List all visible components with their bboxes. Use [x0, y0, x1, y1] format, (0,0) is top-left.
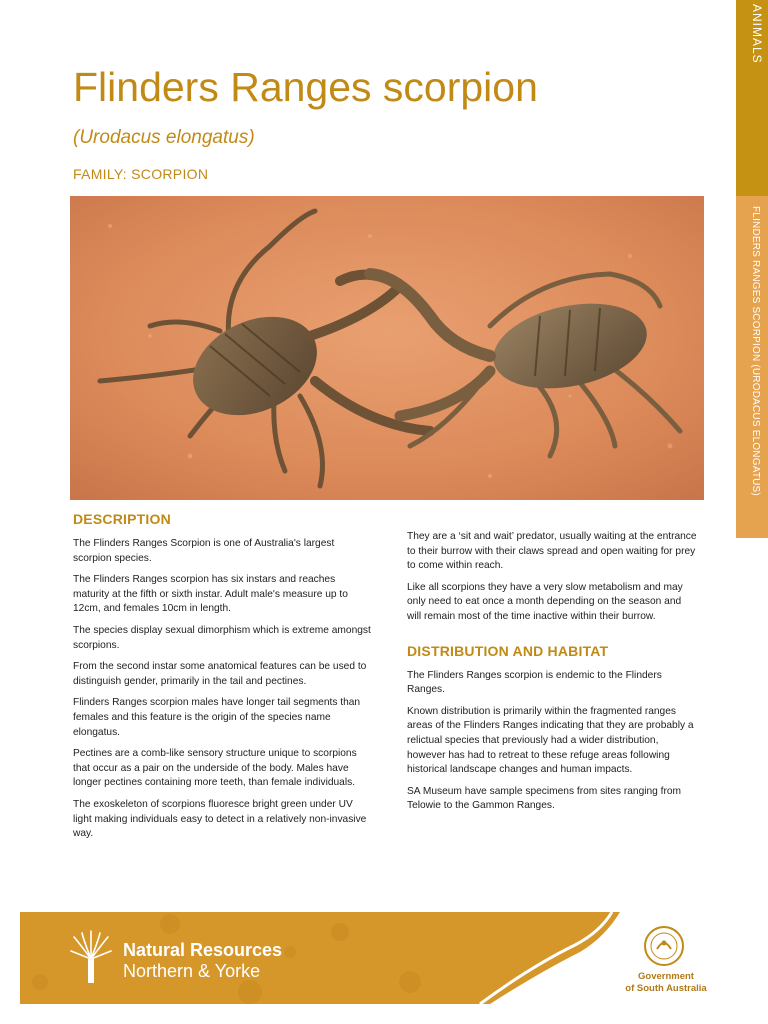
category-label: ANIMALS	[750, 4, 764, 64]
description-paragraph: The exoskeleton of scorpions fluoresce bright green under UV light making individuals easy to detect in a relatively non-invasive way.	[73, 798, 367, 840]
description-paragraph: The Flinders Ranges Scorpion is one of Australia's largest scorpion species.	[73, 538, 335, 564]
scorpion-photo	[70, 196, 704, 500]
description-paragraph: From the second instar some anatomical features can be used to distinguish gender, primarily in the tail and pectines.	[73, 661, 367, 687]
org-name-line2: Northern & Yorke	[123, 961, 261, 981]
distribution-heading: DISTRIBUTION AND HABITAT	[407, 642, 609, 659]
gov-name-line1: Government	[638, 971, 694, 982]
right-column	[407, 530, 697, 821]
family-label: FAMILY: SCORPION	[73, 166, 209, 182]
description-paragraph: Like all scorpions they have a very slow metabolism and may only need to eat once a month depending on the season and will remain most of the time inactive within their burrow.	[407, 581, 683, 622]
description-paragraph: The Flinders Ranges scorpion has six instars and reaches maturity at the fifth or sixth instar. Adult male's measure up to 12cm, and females 10cm in length.	[73, 574, 348, 615]
distribution-paragraph: The Flinders Ranges scorpion is endemic to the Flinders Ranges.	[407, 669, 662, 696]
south-australia-seal-icon	[643, 925, 685, 967]
page-title: Flinders Ranges scorpion	[73, 64, 538, 110]
description-paragraph: The species display sexual dimorphism which is extreme amongst scorpions.	[73, 624, 371, 651]
grass-tree-icon	[70, 929, 112, 985]
topic-label: FLINDERS RANGES SCORPION (URODACUS ELONGATUS)	[750, 206, 761, 496]
distribution-paragraph: Known distribution is primarily within the fragmented ranges areas of the Flinders Ranges indicating that they are probably a relictual species that previously had a wider distribution, however has had to retreat to these refuge areas following historical landscape changes and human impacts.	[407, 705, 694, 776]
description-paragraph: They are a ‘sit and wait’ predator, usually waiting at the entrance to their burrow with their claws spread and open waiting for prey to come within reach.	[407, 531, 697, 572]
gov-name-line2: of South Australia	[625, 983, 707, 994]
description-column	[73, 510, 373, 849]
category-tab	[736, 0, 768, 196]
footer-banner	[20, 912, 749, 1004]
distribution-paragraph: SA Museum have sample specimens from sites ranging from Telowie to the Gammon Ranges.	[407, 785, 682, 812]
org-name-line1: Natural Resources	[123, 940, 283, 960]
topic-tab	[736, 196, 768, 538]
scientific-name: (Urodacus elongatus)	[73, 127, 255, 148]
description-heading: DESCRIPTION	[73, 511, 171, 527]
description-paragraph: Pectines are a comb-like sensory structure unique to scorpions that occur as a pair on the underside of the body. Males have longer pectines containing more teeth, than female individuals.	[73, 748, 357, 789]
description-paragraph: Flinders Ranges scorpion males have longer tail segments than females and this feature is the origin of the species name elongatus.	[73, 697, 361, 738]
